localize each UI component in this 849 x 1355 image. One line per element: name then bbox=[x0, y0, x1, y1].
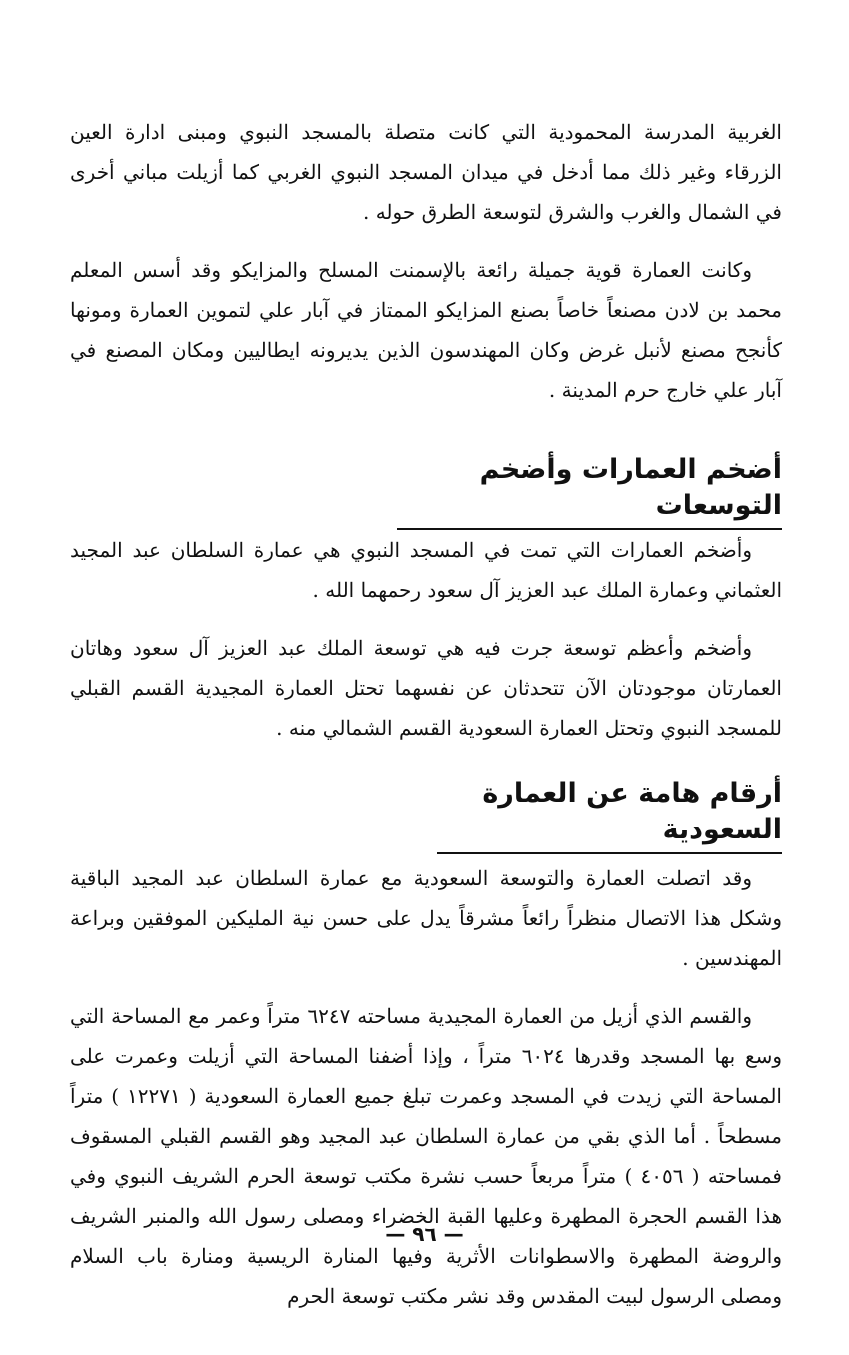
paragraph-3: وأضخم العمارات التي تمت في المسجد النبوي هي عمارة السلطان عبد المجيد العثماني وعمارة الملك عبد العزيز آل سعود رحمهما الله . bbox=[70, 538, 782, 602]
page-body bbox=[70, 112, 782, 1316]
paragraph-5: وقد اتصلت العمارة والتوسعة السعودية مع عمارة السلطان عبد المجيد الباقية وشكل هذا الاتصال منظراً رائعاً مشرقاً يدل على حسن نية المليكين الموفقين وبراعة المهندسين . bbox=[70, 866, 782, 970]
paragraph-2: وكانت العمارة قوية جميلة رائعة بالإسمنت المسلح والمزايكو وقد أسس المعلم محمد بن لادن مصنعاً خاصاً بصنع المزايكو الممتاز في آبار علي لتموين العمارة ومونها كأنجح مصنع لأنبل غرض وكان المهندسون الذين يديرونه ايطاليين ومكان المصنع في آبار علي خارج حرم المدينة . bbox=[70, 258, 782, 402]
paragraph-4: وأضخم وأعظم توسعة جرت فيه هي توسعة الملك عبد العزيز آل سعود وهاتان العمارتان موجودتان الآن تتحدثان عن نفسهما تحتل العمارة المجيدية القسم القبلي للمسجد النبوي وتحتل العمارة السعودية القسم الشمالي منه . bbox=[70, 636, 782, 740]
paragraph-1: الغربية المدرسة المحمودية التي كانت متصلة بالمسجد النبوي ومبنى ادارة العين الزرقاء وغير ذلك مما أدخل في ميدان المسجد النبوي الغربي كما أزيلت مباني أخرى في الشمال والغرب والشرق لتوسعة الطرق حوله . bbox=[70, 120, 782, 224]
section-heading-largest-buildings: أضخم العمارات وأضخم التوسعات bbox=[397, 452, 782, 530]
page-number: — ٩٦ — bbox=[385, 1222, 464, 1246]
paragraph-6: والقسم الذي أزيل من العمارة المجيدية مساحته ٦٢٤٧ متراً وعمر مع المساحة التي وسع بها المسجد وقدرها ٦٠٢٤ متراً ، وإذا أضفنا المساحة التي أزيلت وعمرت على المساحة التي زيدت في المسجد وعمرت تبلغ جميع العمارة السعودية ( ١٢٢٧١ ) متراً مسطحاً . أما الذي بقي من عمارة السلطان عبد المجيد وهو القسم القبلي المسقوف فمساحته ( ٤٠٥٦ ) متراً مربعاً حسب نشرة مكتب توسعة الحرم الشريف النبوي وفي هذا القسم الحجرة المطهرة وعليها القبة الخضراء ومصلى رسول الله والمنبر الشريف والروضة المطهرة والاسطوانات الأثرية وفيها المنارة الريسية ومنارة باب السلام ومصلى الرسول لبيت المقدس وقد نشر مكتب توسعة الحرم bbox=[70, 1004, 783, 1308]
section-heading-saudi-figures: أرقام هامة عن العمارة السعودية bbox=[437, 776, 782, 854]
